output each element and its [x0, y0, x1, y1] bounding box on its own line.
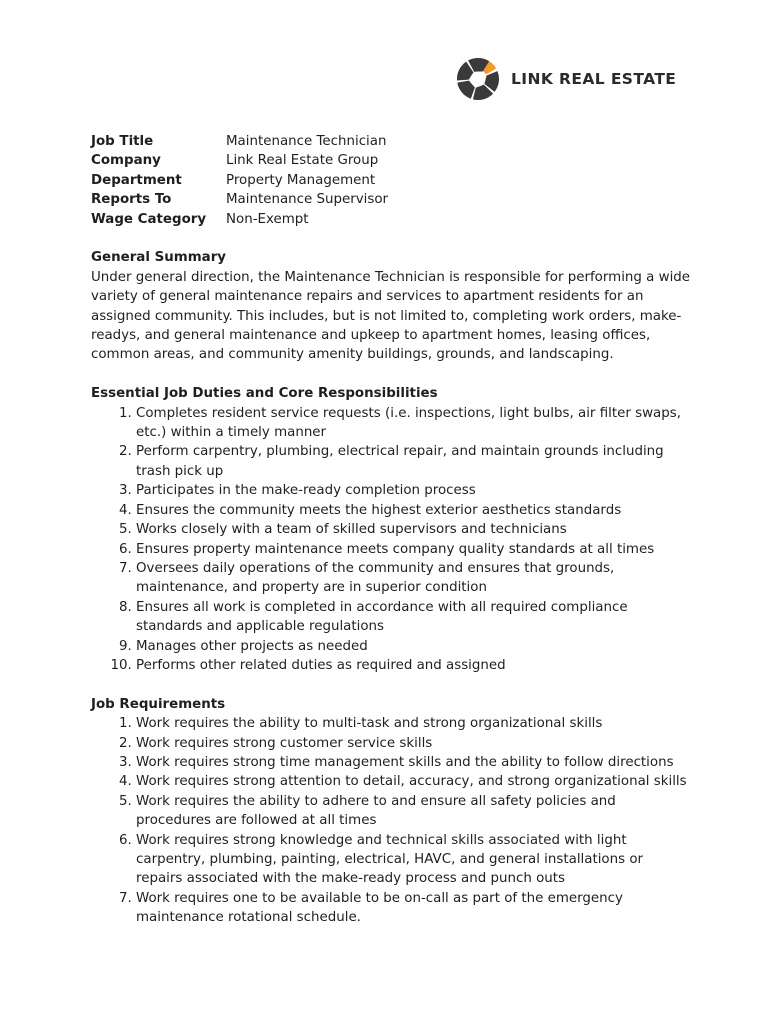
info-value: Property Management: [226, 172, 376, 188]
info-row-wage-category: [91, 210, 691, 229]
info-label: Department: [91, 172, 182, 188]
list-item: 3. Participates in the make-ready completion process: [136, 481, 691, 500]
info-row-department: [91, 171, 691, 190]
info-row-job-title: [91, 132, 691, 151]
list-item: 4. Work requires strong attention to detail, accuracy, and strong organizational skills: [136, 772, 691, 791]
job-description: [91, 132, 691, 928]
info-label: Job Title: [91, 134, 154, 149]
list-item: 4. Ensures the community meets the highest exterior aesthetics standards: [136, 501, 691, 520]
info-value: Maintenance Technician: [226, 134, 387, 149]
info-row-company: [91, 151, 691, 170]
list-item: 3. Work requires strong time management skills and the ability to follow directions: [136, 753, 691, 772]
info-value: Maintenance Supervisor: [226, 192, 389, 208]
list-item: 10. Performs other related duties as required and assigned: [136, 656, 691, 675]
list-item: 6. Work requires strong knowledge and technical skills associated with light carpentry, plumbing, painting, electrical, HAVC, and general installations or repairs associated with the make-ready process and punch outs: [136, 831, 691, 889]
aperture-logo-icon: [455, 56, 501, 102]
info-row-reports-to: [91, 190, 691, 209]
requirements-list: [91, 714, 691, 927]
logo-text: LINK REAL ESTATE: [511, 70, 677, 88]
requirements-heading: Job Requirements: [91, 696, 226, 712]
summary-heading: General Summary: [91, 250, 227, 266]
list-item: 9. Manages other projects as needed: [136, 637, 691, 656]
info-label: Wage Category: [91, 211, 207, 227]
company-logo: [455, 56, 676, 102]
list-item: 7. Oversees daily operations of the community and ensures that grounds, maintenance, and property are in superior condition: [136, 559, 691, 598]
list-item: 1. Completes resident service requests (i.e. inspections, light bulbs, air filter swaps, etc.) within a timely manner: [136, 404, 691, 443]
list-item: 2. Work requires strong customer service skills: [136, 734, 691, 753]
info-label: Company: [91, 153, 161, 169]
summary-text: Under general direction, the Maintenance Technician is responsible for performing a wide variety of general maintenance repairs and services to apartment residents for an assigned community. This includes, but is not limited to, completing work orders, make-readys, and general maintenance and upkeep to apartment homes, leasing offices, common areas, and community amenity buildings, grounds, and landscaping.: [91, 269, 691, 363]
list-item: 5. Work requires the ability to adhere to and ensure all safety policies and procedures are followed at all times: [136, 792, 691, 831]
list-item: 7. Work requires one to be available to be on-call as part of the emergency maintenance rotational schedule.: [136, 889, 691, 928]
list-item: 6. Ensures property maintenance meets company quality standards at all times: [136, 540, 691, 559]
info-value: Link Real Estate Group: [226, 153, 379, 169]
list-item: 5. Works closely with a team of skilled supervisors and technicians: [136, 520, 691, 539]
list-item: 8. Ensures all work is completed in accordance with all required compliance standards and applicable regulations: [136, 598, 691, 637]
duties-list: [91, 404, 691, 676]
info-value: Non-Exempt: [226, 211, 309, 227]
list-item: 1. Work requires the ability to multi-task and strong organizational skills: [136, 714, 691, 733]
duties-heading: Essential Job Duties and Core Responsibilities: [91, 386, 438, 402]
job-info-table: [91, 132, 691, 229]
list-item: 2. Perform carpentry, plumbing, electrical repair, and maintain grounds including trash pick up: [136, 442, 691, 481]
info-label: Reports To: [91, 192, 172, 208]
